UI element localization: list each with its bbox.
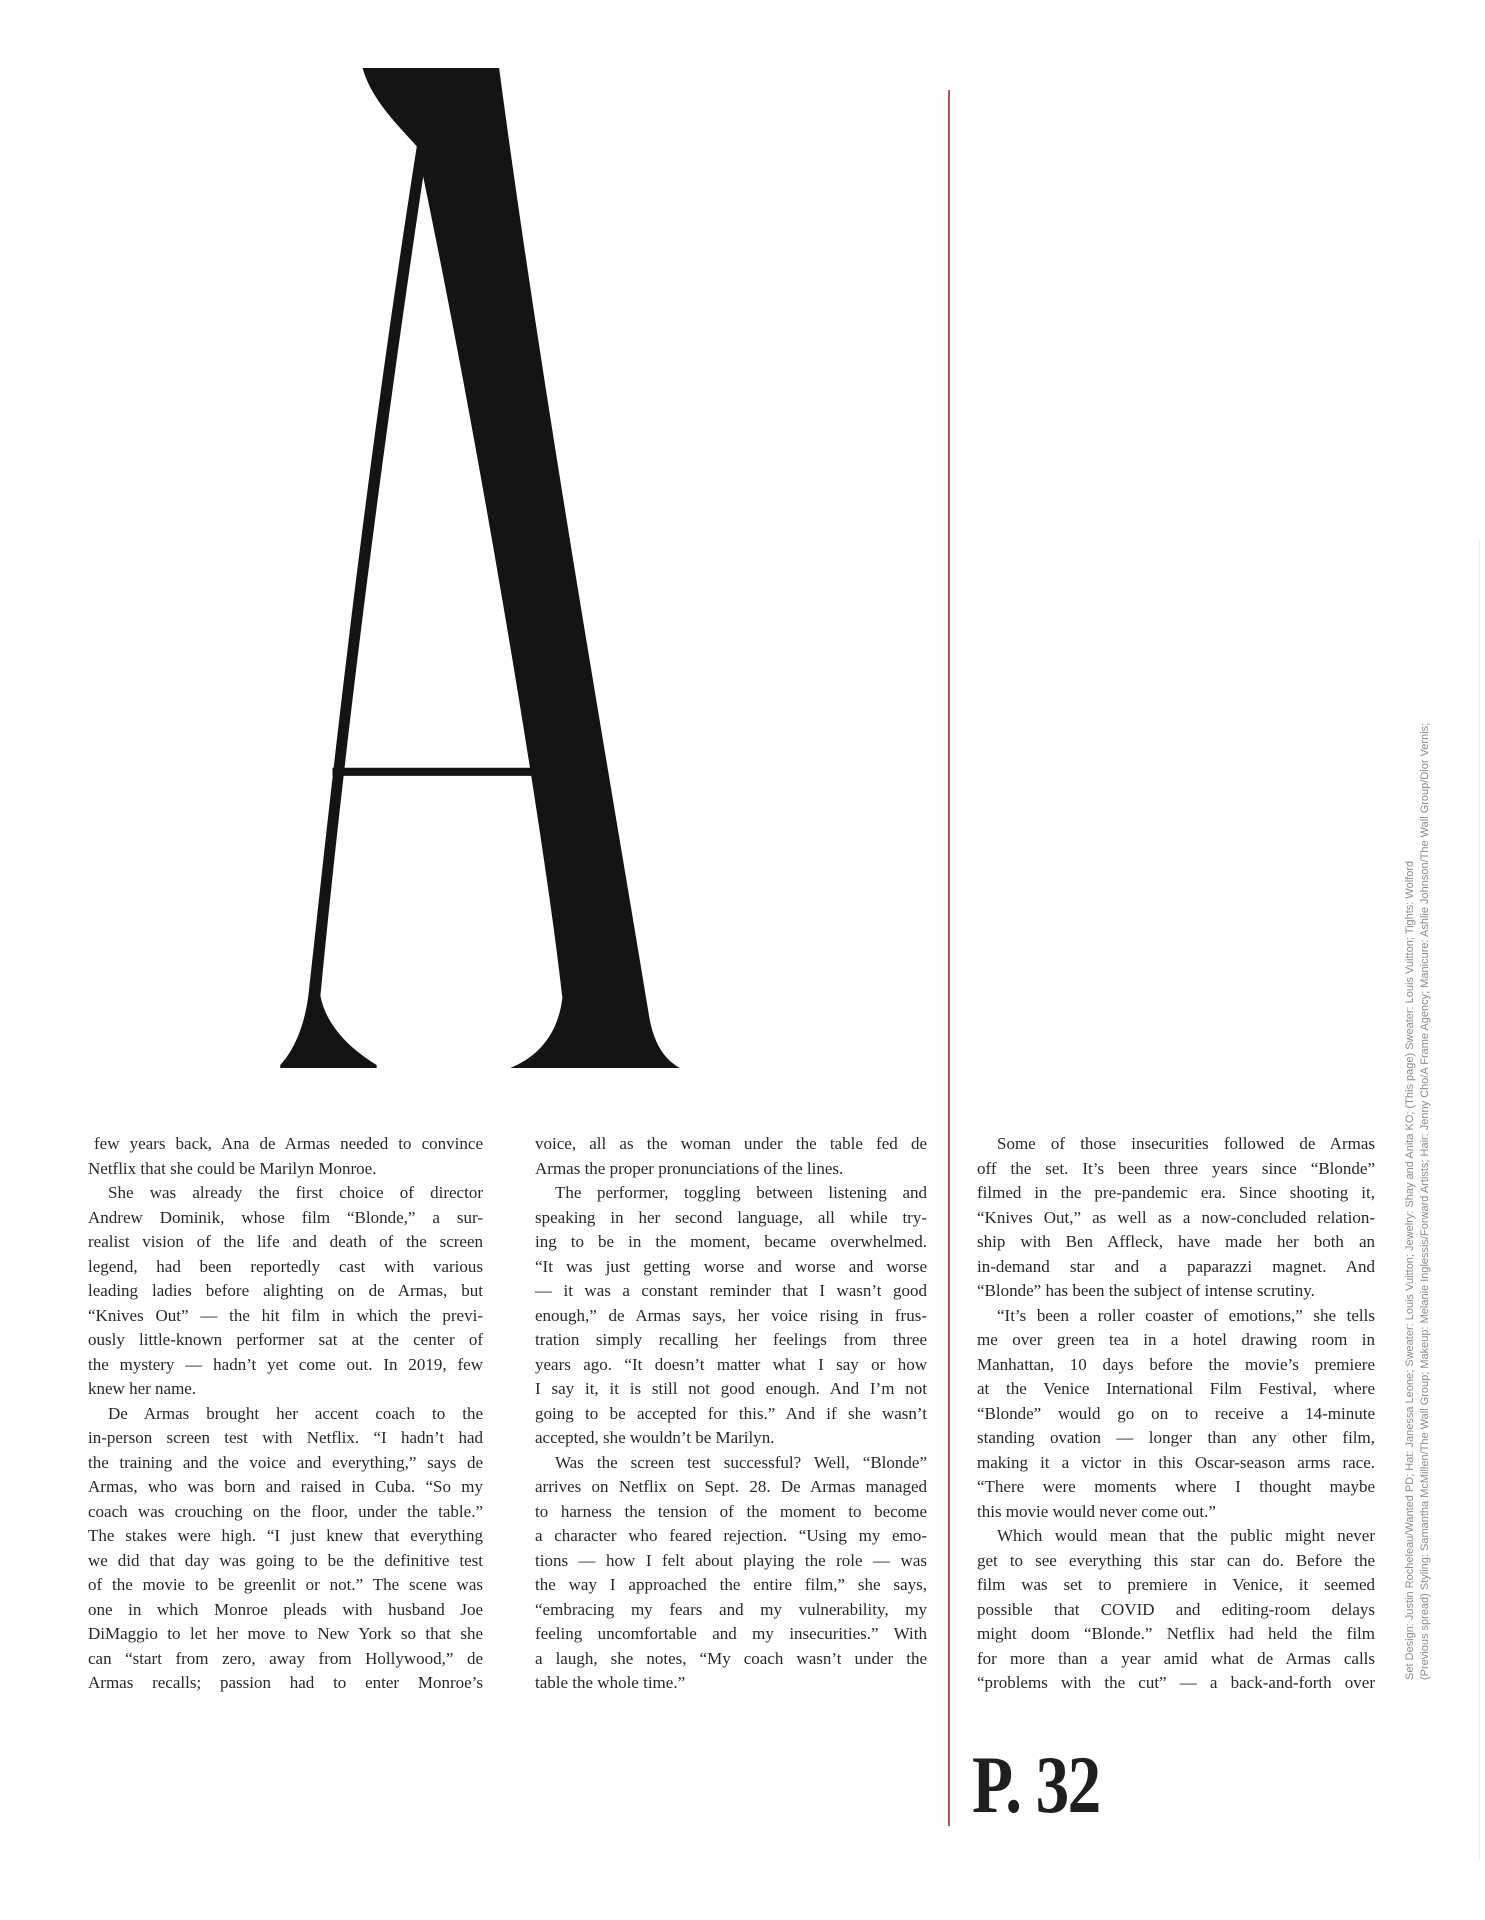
text-line: “problems with the cut” — a back-and-forth over: [977, 1673, 1375, 1692]
page-number: P. 32: [972, 1739, 1100, 1830]
text-line: Was the screen test successful? Well, “Blonde”: [555, 1452, 927, 1472]
text-line: leading ladies before alighting on de Armas, but: [88, 1281, 483, 1300]
text-line: standing ovation — longer than any other film,: [977, 1428, 1375, 1447]
text-line: for more than a year amid what de Armas calls: [977, 1648, 1375, 1668]
text-line: in-demand star and a paparazzi magnet. And: [977, 1256, 1375, 1276]
text-line: Which would mean that the public might never: [997, 1526, 1375, 1545]
photo-credits-line-right: (Previous spread) Styling: Samantha McMillen/The Wall Group; Makeup: Melanie Inglessis/Forward Artists; Hair: Jenny Cho/A Frame Agency; Manicure: Ashlie Johnson/The Wall Group/Dior Vernis;: [1419, 722, 1431, 1680]
text-line: “Blonde” would go on to receive a 14-minute: [977, 1403, 1375, 1423]
text-line: Andrew Dominik, whose film “Blonde,” a sur-: [88, 1207, 483, 1227]
text-line: coach was crouching on the floor, under the table.”: [88, 1501, 483, 1521]
text-line: Some of those insecurities followed de Armas: [997, 1134, 1375, 1153]
text-line: a laugh, she notes, “My coach wasn’t under the: [535, 1648, 927, 1668]
text-line: Armas, who was born and raised in Cuba. “So my: [88, 1477, 483, 1496]
text-line: we did that day was going to be the definitive test: [88, 1550, 483, 1570]
text-line: a character who feared rejection. “Using my emo-: [535, 1526, 927, 1545]
text-line: Netflix that she could be Marilyn Monroe.: [88, 1158, 377, 1178]
text-line: “Blonde” has been the subject of intense scrutiny.: [977, 1281, 1315, 1300]
text-line: tions — how I felt about playing the role — was: [535, 1550, 927, 1570]
text-line: She was already the first choice of director: [108, 1183, 483, 1202]
photo-credits-line-left: Set Design: Justin Rocheleau/Wanted PD; Hat: Janessa Leone; Sweater: Louis Vuitton; Jewelry: Shay and Anita KO; (This page) Sweater: Louis Vuitton; Tights: Wolford: [1404, 860, 1416, 1680]
text-line: De Armas brought her accent coach to the: [108, 1403, 483, 1423]
text-line: Manhattan, 10 days before the movie’s premiere: [977, 1354, 1375, 1374]
text-line: in-person screen test with Netflix. “I hadn’t had: [88, 1428, 483, 1447]
text-line: knew her name.: [88, 1379, 197, 1398]
text-line: “embracing my fears and my vulnerability, my: [535, 1599, 927, 1619]
text-line: making it a victor in this Oscar-season arms race.: [977, 1452, 1375, 1472]
text-line: “Knives Out,” as well as a now-concluded relation-: [977, 1207, 1375, 1227]
text-line: “There were moments where I thought maybe: [977, 1477, 1375, 1496]
text-line: the mystery — hadn’t yet come out. In 2019, few: [88, 1354, 483, 1374]
text-line: me over green tea in a hotel drawing room in: [977, 1330, 1375, 1349]
text-line: tration simply recalling her feelings from three: [535, 1330, 927, 1349]
text-line: DiMaggio to let her move to New York so that she: [88, 1624, 483, 1643]
text-line: table the whole time.”: [535, 1673, 686, 1692]
text-line: — it was a constant reminder that I wasn’t good: [535, 1281, 927, 1300]
text-line: this movie would never come out.”: [977, 1501, 1216, 1521]
text-line: filmed in the pre-pandemic era. Since shooting it,: [977, 1183, 1375, 1202]
text-line: realist vision of the life and death of the screen: [88, 1232, 483, 1251]
text-line: arrives on Netflix on Sept. 28. De Armas managed: [535, 1477, 927, 1496]
text-line: the way I approached the entire film,” she says,: [535, 1575, 927, 1594]
text-line: I say it, it is still not good enough. And I’m not: [535, 1379, 927, 1398]
text-column-3: [977, 1132, 1375, 1696]
text-line: to harness the tension of the moment to become: [535, 1501, 927, 1521]
text-line: can “start from zero, away from Hollywood,” de: [88, 1648, 483, 1668]
text-line: voice, all as the woman under the table fed de: [535, 1134, 927, 1153]
text-line: few years back, Ana de Armas needed to convince: [94, 1134, 483, 1153]
text-line: “Knives Out” — the hit film in which the previ-: [88, 1305, 483, 1325]
page-edge-line: [1479, 540, 1480, 1860]
text-line: ing to be in the moment, became overwhelmed.: [535, 1232, 927, 1251]
text-line: of the movie to be greenlit or not.” The scene was: [88, 1575, 483, 1594]
drop-cap-letter-a: [258, 64, 680, 1068]
text-column-2: [535, 1132, 927, 1696]
text-line: film was set to premiere in Venice, it seemed: [977, 1575, 1375, 1594]
text-line: Armas recalls; passion had to enter Monroe’s: [88, 1673, 483, 1692]
text-line: might doom “Blonde.” Netflix had held the film: [977, 1624, 1375, 1643]
text-line: possible that COVID and editing-room delays: [977, 1599, 1375, 1619]
text-line: the training and the voice and everything,” says de: [88, 1452, 483, 1472]
text-line: feeling uncomfortable and my insecurities.” With: [535, 1624, 927, 1643]
text-line: “It’s been a roller coaster of emotions,” she tells: [997, 1305, 1375, 1325]
red-column-rule: [948, 90, 950, 1826]
text-line: “It was just getting worse and worse and worse: [535, 1256, 927, 1276]
text-line: years ago. “It doesn’t matter what I say or how: [535, 1354, 927, 1374]
text-line: speaking in her second language, all while try-: [535, 1207, 927, 1227]
text-line: The stakes were high. “I just knew that everything: [88, 1526, 483, 1545]
text-line: one in which Monroe pleads with husband Joe: [88, 1599, 483, 1619]
text-line: at the Venice International Film Festival, where: [977, 1379, 1375, 1398]
text-column-1: [88, 1132, 483, 1696]
text-line: ously little-known performer sat at the center of: [88, 1330, 483, 1349]
text-line: enough,” de Armas says, her voice rising in frus-: [535, 1305, 927, 1325]
text-line: Armas the proper pronunciations of the lines.: [535, 1158, 844, 1178]
text-line: legend, had been reportedly cast with various: [88, 1256, 483, 1276]
text-line: going to be accepted for this.” And if she wasn’t: [535, 1403, 927, 1423]
text-line: ship with Ben Affleck, have made her both an: [977, 1232, 1375, 1251]
text-line: The performer, toggling between listening and: [555, 1183, 927, 1202]
text-line: get to see everything this star can do. Before the: [977, 1550, 1375, 1570]
text-line: off the set. It’s been three years since “Blonde”: [977, 1158, 1375, 1178]
text-line: accepted, she wouldn’t be Marilyn.: [535, 1428, 775, 1447]
